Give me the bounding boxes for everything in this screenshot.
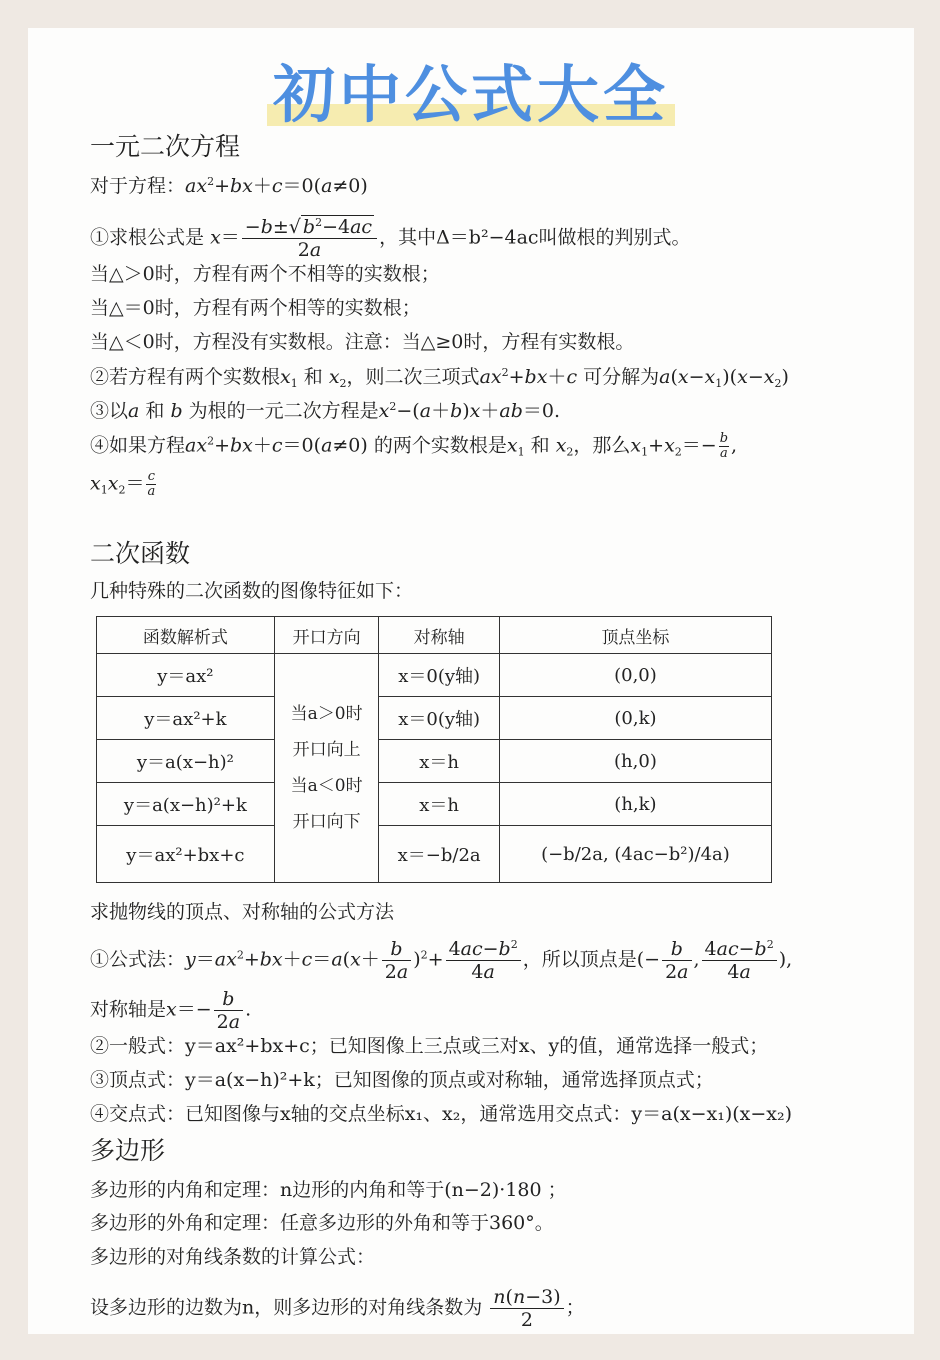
case-lt0: 当△＜0时，方程没有实数根。注意：当△≥0时，方程有实数根。 (90, 331, 635, 353)
cell-vertex: (0,k) (499, 697, 771, 740)
cell-func: y＝a(x−h)² (97, 740, 275, 783)
cell-func: y＝a(x−h)²+k (97, 783, 275, 826)
header-axis: 对称轴 (379, 617, 499, 654)
cell-func: y＝ax² (97, 654, 275, 697)
roots-equation-line: ③以a 和 b 为根的一元二次方程是$x^2-(a+b)x+ab=0$. (90, 400, 561, 422)
polygon-outer-angle: 多边形的外角和定理：任意多边形的外角和等于360°。 (90, 1212, 554, 1234)
general-form-line: ②一般式：y＝ax²+bx+c；已知图像上三点或三对x、y的值，通常选择一般式； (90, 1035, 769, 1057)
table-row (97, 826, 772, 883)
heading-quadratic-equation: 一元二次方程 (90, 132, 241, 161)
axis-line: 对称轴是x＝− $\frac{b}{2a}$ . (90, 988, 252, 1033)
quadratic-function-table (96, 616, 772, 883)
header-vertex: 顶点坐标 (499, 617, 771, 654)
root-formula-line: ①求根公式是 x＝ $\frac{-b\pm√ b^2-4ac}{2a}$ ，其中Δ＝b²−4ac叫做根的判别式。 (90, 216, 691, 261)
factorization-line: ②若方程有两个实数根$x_1$ 和 $x_2$，则二次三项式$ax^2+bx+c$ 可分解为$a(x-x_1)(x-x_2)$ (90, 366, 789, 390)
method-title: 求抛物线的顶点、对称轴的公式方法 (90, 901, 395, 923)
page-title: 初中公式大全 (267, 58, 675, 132)
table-row (97, 783, 772, 826)
heading-quadratic-function: 二次函数 (90, 539, 191, 568)
cell-axis: x＝h (379, 783, 499, 826)
cell-vertex: (0,0) (499, 654, 771, 697)
title-wrap (28, 58, 914, 132)
table-row (97, 740, 772, 783)
equation-line: 对于方程：$ax^2+bx+c=0(a\ne 0)$ (90, 175, 368, 197)
table-row (97, 654, 772, 697)
cell-vertex: (h,0) (499, 740, 771, 783)
header-func: 函数解析式 (97, 617, 275, 654)
table-row (97, 697, 772, 740)
cell-func: y＝ax²+k (97, 697, 275, 740)
vieta-line: ④如果方程$ax^2+bx+c=0(a\ne 0)$ 的两个实数根是$x_1$ 和 $x_2$，那么$x_1+x_2=-$ $\frac{b}{a}$ , (90, 431, 738, 461)
vertex-form-line: ③顶点式：y＝a(x−h)²+k；已知图像的顶点或对称轴，通常选择顶点式； (90, 1069, 714, 1091)
cell-axis: x＝h (379, 740, 499, 783)
heading-polygon: 多边形 (90, 1136, 166, 1165)
case-gt0: 当△＞0时，方程有两个不相等的实数根； (90, 263, 440, 285)
case-eq0: 当△＝0时，方程有两个相等的实数根； (90, 297, 421, 319)
cell-axis: x＝0(y轴) (379, 654, 499, 697)
cell-vertex: (−b/2a, (4ac−b²)/4a) (499, 826, 771, 883)
quad-func-intro: 几种特殊的二次函数的图像特征如下： (90, 580, 414, 602)
table-header-row (97, 617, 772, 654)
cell-func: y＝ax²+bx+c (97, 826, 275, 883)
polygon-diagonal-title: 多边形的对角线条数的计算公式： (90, 1246, 376, 1268)
cell-vertex: (h,k) (499, 783, 771, 826)
cell-axis: x＝0(y轴) (379, 697, 499, 740)
polygon-inner-angle: 多边形的内角和定理：n边形的内角和等于(n−2)·180 ； (90, 1179, 567, 1201)
header-open: 开口方向 (274, 617, 379, 654)
cell-axis: x＝−b/2a (379, 826, 499, 883)
page (28, 28, 914, 1334)
polygon-diagonal-formula: 设多边形的边数为n，则多边形的对角线条数为 $\frac{n(n-3)}{2}$ ； (90, 1286, 585, 1331)
vieta-product-line: $x_1x_2=$ $\frac{c}{a}$ (90, 469, 156, 499)
root-formula-fraction: $\frac{-b\pm√ b^2-4ac}{2a}$ (242, 216, 377, 261)
formula-method-line: ①公式法：$y=ax^2+bx+c=a(x+$ $\frac{b}{2a}$ )$^2$+ $\frac{4ac-b^2}{4a}$ ，所以顶点是(− $\frac{b}{2a}$ , $\frac{4ac-b^2}{4a}$ ), (90, 938, 793, 983)
intercept-form-line: ④交点式：已知图像与x轴的交点坐标x₁、x₂，通常选用交点式：y＝a(x−x₁)(x−x₂) (90, 1103, 793, 1125)
cell-open-direction: 当a＞0时 开口向上 当a＜0时 开口向下 (274, 654, 379, 883)
